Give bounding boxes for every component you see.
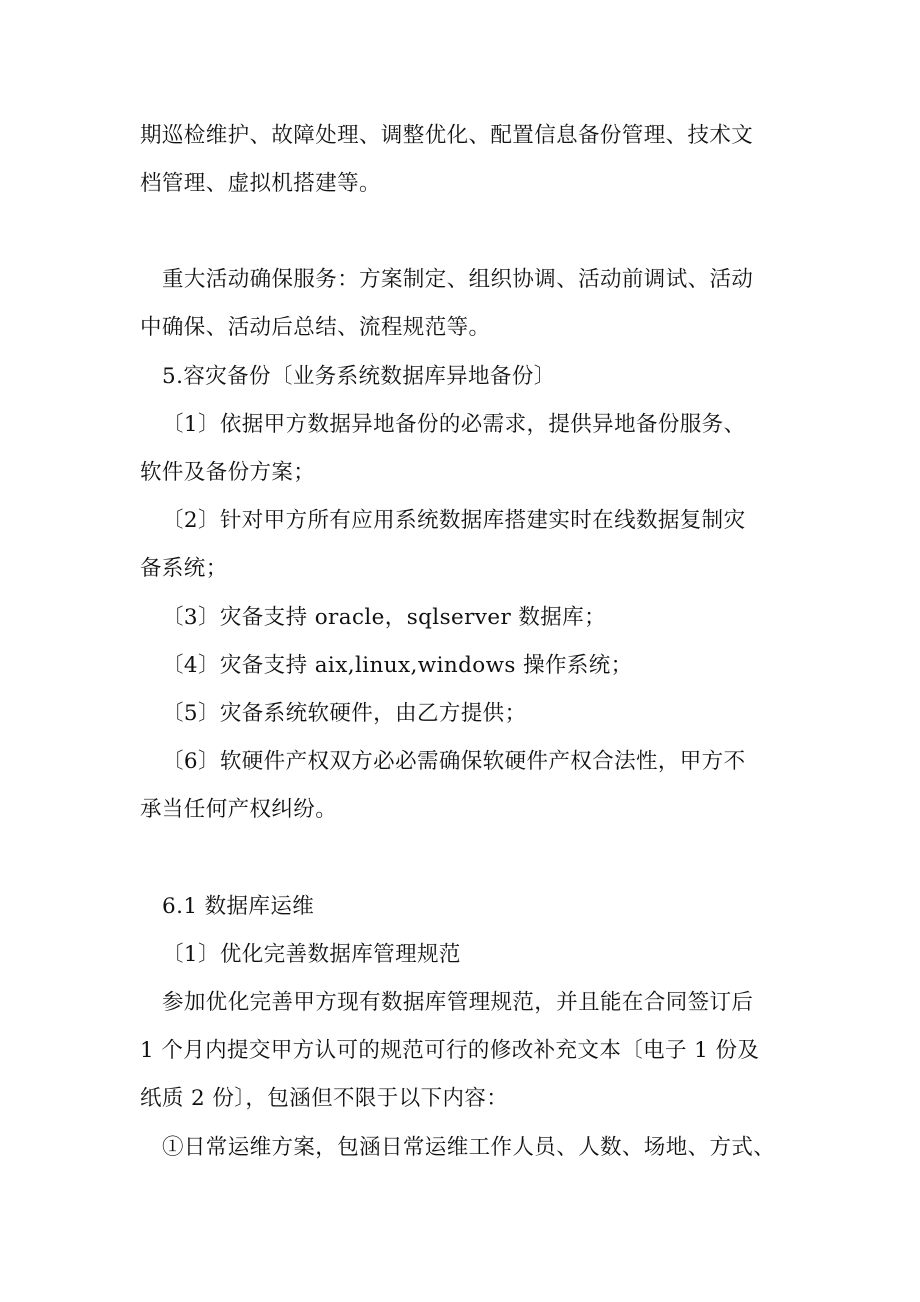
paragraph-line: 参加优化完善甲方现有数据库管理规范，并且能在合同签订后	[162, 990, 754, 1015]
list-item: ①日常运维方案，包涵日常运维工作人员、人数、场地、方式、	[162, 1135, 776, 1160]
paragraph-line: 档管理、虚拟机搭建等。	[140, 171, 381, 196]
paragraph-line: 软件及备份方案；	[140, 460, 316, 485]
list-item: 〔4〕灾备支持 aix,linux,windows 操作系统；	[162, 653, 633, 678]
paragraph-line: 中确保、活动后总结、流程规范等。	[140, 315, 491, 340]
list-item: 〔1〕优化完善数据库管理规范	[162, 942, 461, 967]
list-item: 〔1〕依据甲方数据异地备份的必需求，提供异地备份服务、	[162, 412, 746, 437]
paragraph-line: 1 个月内提交甲方认可的规范可行的修改补充文本〔电子 1 份及	[140, 1038, 760, 1063]
list-item: 〔2〕针对甲方所有应用系统数据库搭建实时在线数据复制灾	[162, 508, 746, 533]
list-item: 〔3〕灾备支持 oracle，sqlserver 数据库；	[162, 605, 606, 630]
list-item: 〔6〕软硬件产权双方必必需确保软硬件产权合法性，甲方不	[162, 749, 746, 774]
paragraph-line: 期巡检维护、故障处理、调整优化、配置信息备份管理、技术文	[140, 123, 754, 148]
section-heading: 6.1 数据库运维	[162, 894, 315, 919]
paragraph-line: 承当任何产权纠纷。	[140, 797, 338, 822]
paragraph-line: 备系统；	[140, 556, 228, 581]
section-heading: 5.容灾备份〔业务系统数据库异地备份〕	[162, 364, 556, 389]
list-item: 〔5〕灾备系统软硬件，由乙方提供；	[162, 701, 527, 726]
paragraph-line: 重大活动确保服务：方案制定、组织协调、活动前调试、活动	[162, 267, 754, 292]
paragraph-line: 纸质 2 份〕，包涵但不限于以下内容：	[140, 1086, 509, 1111]
